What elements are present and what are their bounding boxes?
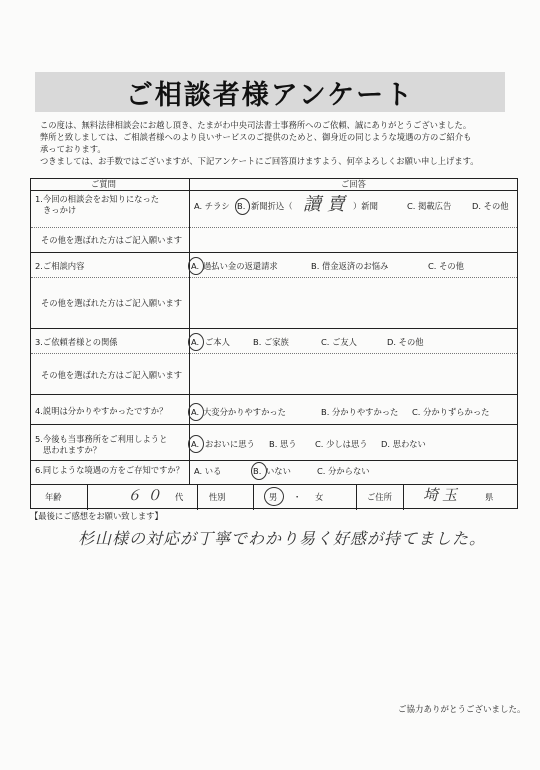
thanks-text: ご協力ありがとうございました。 — [398, 705, 526, 715]
gender-male[interactable]: 男 — [269, 492, 278, 502]
q5-option-a[interactable]: おおいに思う — [205, 439, 255, 449]
q5-option-b[interactable]: B. 思う — [269, 439, 297, 449]
q1-newspaper-written: 讀 賣 — [303, 194, 345, 215]
q1-option-b-mark[interactable]: B. — [237, 201, 246, 211]
row-divider — [31, 353, 517, 354]
q1-label: 1.今回の相談会をお知りになった — [35, 194, 160, 204]
q1-option-c[interactable]: C. 掲載広告 — [407, 201, 452, 211]
q3-option-c[interactable]: C. ご友人 — [321, 337, 357, 347]
intro-text — [40, 119, 510, 167]
profile-divider — [403, 484, 404, 510]
q1-option-d[interactable]: D. その他 — [472, 201, 509, 211]
selection-circle — [188, 333, 204, 351]
comment-text: 杉山様の対応が丁寧でわかり易く好感が持てました。 — [78, 529, 487, 548]
selection-circle — [188, 403, 204, 421]
q3-option-d[interactable]: D. その他 — [387, 337, 424, 347]
q6-option-c[interactable]: C. 分からない — [317, 466, 370, 476]
row-divider — [31, 277, 517, 278]
q1-option-b-close: ）新聞 — [353, 201, 378, 211]
q3-option-a-mark[interactable]: A. — [191, 337, 200, 347]
age-unit: 代 — [175, 492, 184, 502]
q2-option-a-mark[interactable]: A. — [191, 261, 200, 271]
residence-unit: 県 — [485, 492, 494, 502]
residence-label: ご住所 — [367, 492, 392, 502]
q1-other-label: その他を選ばれた方はご記入願います — [41, 235, 183, 245]
q2-option-b[interactable]: B. 借金返済のお悩み — [311, 261, 389, 271]
q5-label: 5.今後も当事務所をご利用しようと — [35, 434, 168, 444]
q3-option-a[interactable]: ご本人 — [205, 337, 230, 347]
selection-circle — [264, 487, 284, 506]
q6-option-b[interactable]: いない — [266, 466, 291, 476]
comment-label: 【最後にご感想をお願い致します】 — [30, 511, 163, 521]
selection-circle — [251, 462, 267, 480]
q5-option-d[interactable]: D. 思わない — [381, 439, 426, 449]
q6-label: 6.同じような境遇の方をご存知ですか？ — [35, 465, 184, 475]
row-divider — [31, 484, 517, 485]
intro-line: つきましては、お手数ではございますが、下記アンケートにご回答頂けますよう、何卒よろしくお願い申し上げます。 — [40, 156, 479, 166]
row-divider — [31, 424, 517, 425]
row-divider — [31, 394, 517, 395]
q2-other-label: その他を選ばれた方はご記入願います — [41, 298, 183, 308]
selection-circle — [235, 198, 250, 215]
page-title: ご相談者様アンケート — [125, 79, 415, 111]
intro-line: 承っております。 — [40, 144, 106, 154]
header-answer: ご回答 — [341, 179, 366, 189]
profile-divider — [253, 484, 254, 510]
profile-divider — [197, 484, 198, 510]
profile-divider — [356, 484, 357, 510]
residence-value: 埼玉 — [423, 486, 462, 504]
title-bar — [35, 72, 505, 112]
q2-option-c[interactable]: C. その他 — [428, 261, 464, 271]
row-divider — [31, 460, 517, 461]
q3-label: 3.ご依頼者様との関係 — [35, 337, 118, 347]
row-divider — [31, 227, 517, 228]
selection-circle — [188, 257, 204, 275]
q4-option-a[interactable]: 大変分かりやすかった — [203, 407, 286, 417]
row-divider — [31, 328, 517, 329]
gender-female[interactable]: 女 — [315, 492, 324, 502]
gender-dot: ・ — [293, 492, 302, 502]
header-question: ご質問 — [91, 179, 116, 189]
gender-label: 性別 — [209, 492, 226, 502]
survey-form — [30, 178, 518, 509]
intro-line: この度は、無料法律相談会にお越し頂き、たまがわ中央司法書士事務所へのご依頼、誠にありがとうございました。 — [40, 120, 472, 130]
q2-option-a[interactable]: 過払い金の返還請求 — [203, 261, 278, 271]
q6-option-a[interactable]: A. いる — [194, 466, 222, 476]
q4-option-b[interactable]: B. 分かりやすかった — [321, 407, 399, 417]
profile-divider — [87, 484, 88, 510]
age-value: ６０ — [127, 488, 167, 504]
q1-option-a[interactable]: A. チラシ — [194, 201, 230, 211]
intro-line: 弊所と致しましては、ご相談者様へのより良いサービスのご提供のためと、御身近の同じような境遇の方のご紹介も — [40, 132, 472, 142]
q2-label: 2.ご相談内容 — [35, 261, 85, 271]
age-label: 年齢 — [45, 492, 62, 502]
q4-label: 4.説明は分かりやすかったですか？ — [35, 406, 168, 416]
row-divider — [31, 190, 517, 191]
q4-option-c[interactable]: C. 分かりずらかった — [412, 407, 490, 417]
q4-option-a-mark[interactable]: A. — [191, 407, 200, 417]
q5-option-c[interactable]: C. 少しは思う — [315, 439, 368, 449]
q5-label-2: 思われますか？ — [43, 445, 102, 455]
row-divider — [31, 252, 517, 253]
q1-option-b[interactable]: 新聞折込（ — [251, 201, 293, 211]
q5-option-a-mark[interactable]: A. — [191, 439, 200, 449]
q3-other-label: その他を選ばれた方はご記入願います — [41, 370, 183, 380]
selection-circle — [188, 435, 204, 453]
q1-label-2: きっかけ — [43, 205, 77, 215]
q3-option-b[interactable]: B. ご家族 — [253, 337, 289, 347]
q6-option-b-mark[interactable]: B. — [253, 466, 262, 476]
